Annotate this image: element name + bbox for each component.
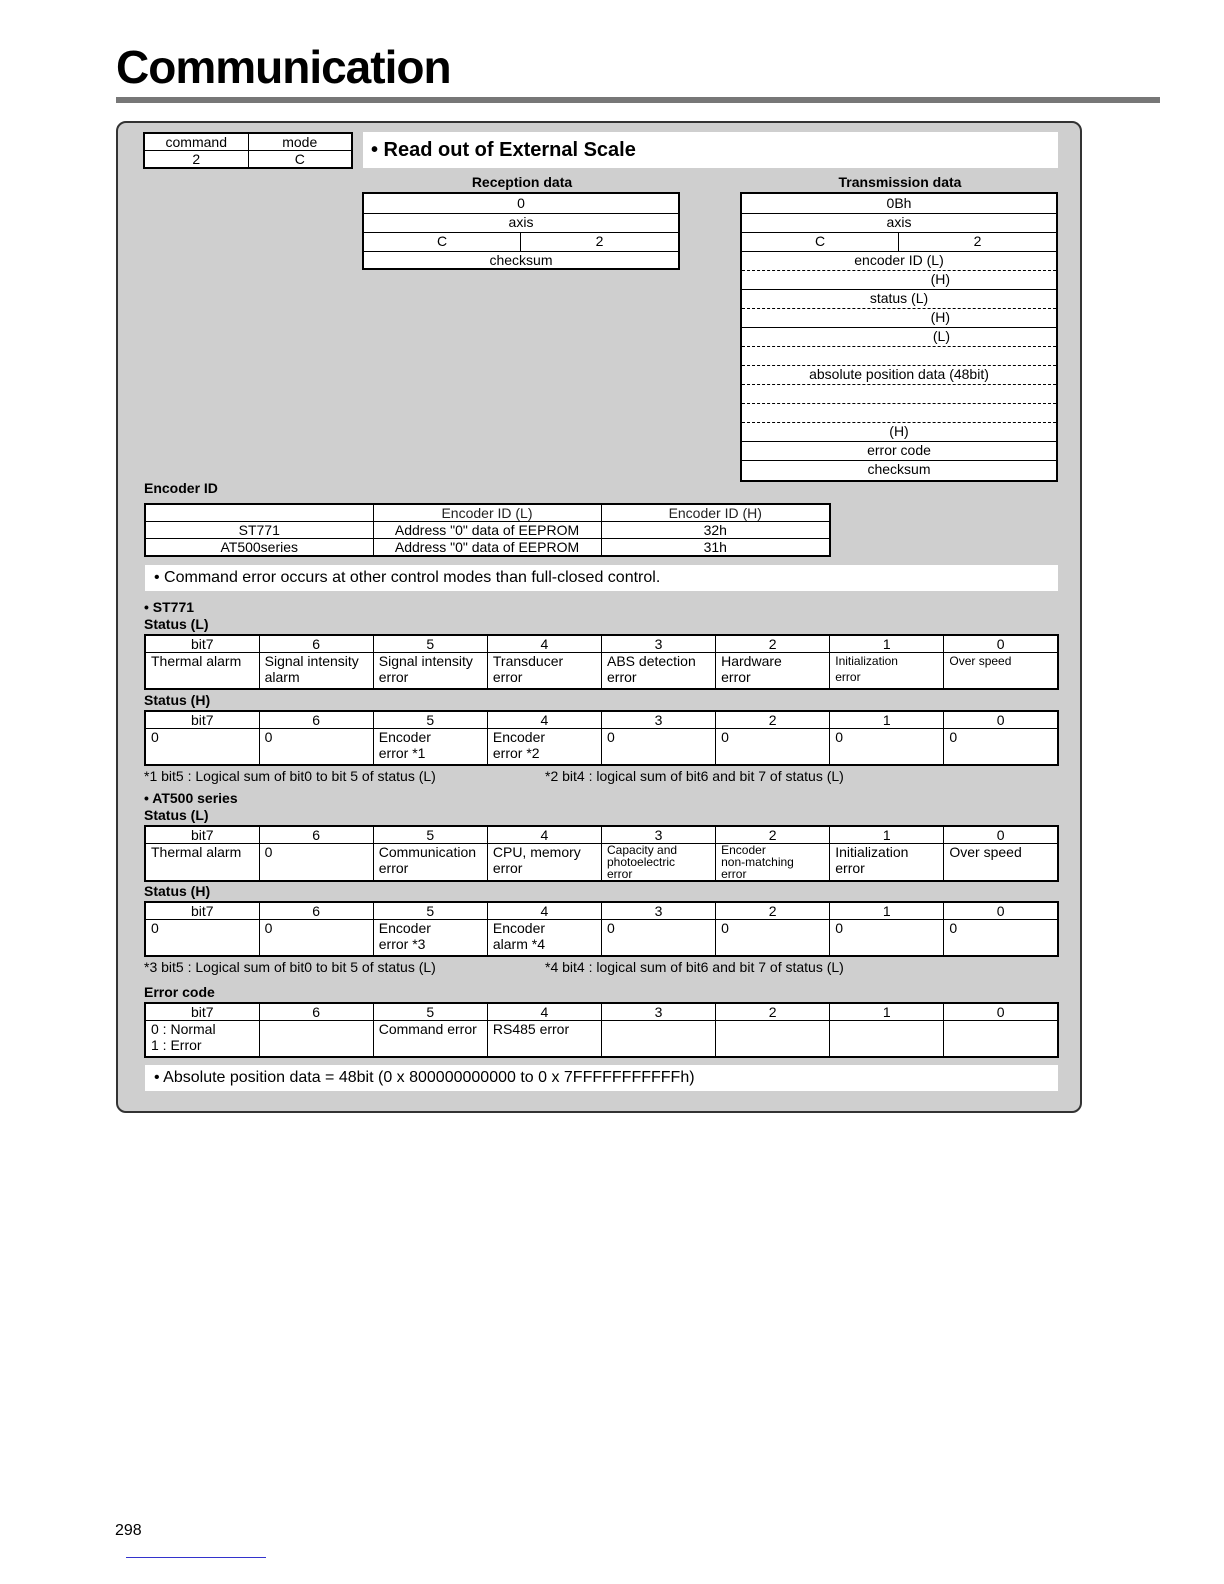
st771-status-l-table [144, 634, 1059, 690]
command-mode-table [143, 132, 353, 169]
bit-cell [487, 729, 601, 766]
encoder-cell: 31h [601, 539, 830, 557]
at500-status-l-table [144, 825, 1059, 882]
bit-cell-line: 1 : Error [151, 1037, 202, 1053]
bit-cell-line: photoelectric [607, 855, 676, 869]
at500-status-h-table [144, 901, 1059, 957]
bit-header: 2 [716, 826, 830, 844]
bit-cell [487, 653, 601, 690]
bit-header: bit7 [145, 902, 259, 920]
bit-cell [602, 729, 716, 766]
bit-cell-line: 0 [607, 729, 615, 745]
bit-cell-line: 0 [264, 920, 273, 936]
transmission-row [742, 403, 1056, 423]
bit-cell [259, 920, 373, 957]
bit-cell-line: Encoder [378, 920, 431, 936]
bit-header: 1 [830, 635, 944, 653]
page-title: Communication [116, 41, 451, 93]
footnote-4: *4 bit4 : logical sum of bit6 and bit 7 of status (L) [545, 959, 844, 975]
reception-row [364, 232, 678, 252]
bit-cell-line: 0 [264, 729, 273, 745]
bit-cell [602, 653, 716, 690]
bit-cell-line: error *2 [492, 745, 540, 761]
bit-cell [602, 844, 716, 882]
mode-value: C [248, 151, 352, 169]
reception-row: 0 [364, 194, 678, 214]
encoder-id-title: Encoder ID [144, 480, 218, 496]
note-text: • Absolute position data = 48bit (0 x 800000000000 to 0 x 7FFFFFFFFFFFh) [154, 1069, 695, 1086]
bit-cell [373, 729, 487, 766]
footnote-2: *2 bit4 : logical sum of bit6 and bit 7 of status (L) [545, 768, 844, 784]
bit-cell [602, 920, 716, 957]
bit-cell [373, 844, 487, 882]
transmission-row: (L) [742, 327, 1056, 347]
bit-cell [145, 844, 259, 882]
bit-cell-line: non-matching [721, 855, 794, 869]
bit-cell-line: error [492, 860, 523, 876]
at500-status-l-title: Status (L) [144, 807, 209, 823]
bit-cell-line: error [721, 867, 747, 881]
encoder-cell: 32h [601, 522, 830, 539]
bit-cell-line: 0 [835, 920, 844, 936]
bit-header: 4 [487, 1003, 601, 1021]
transmission-row: absolute position data (48bit) [742, 365, 1056, 385]
bit-cell-line: Encoder [721, 843, 766, 857]
transmission-row: error code [742, 441, 1056, 461]
reception-cell: C [364, 232, 521, 251]
bit-cell [716, 844, 830, 882]
bit-cell-line: error [378, 860, 409, 876]
bit-cell [716, 729, 830, 766]
bit-header: 1 [830, 902, 944, 920]
bit-header: 1 [830, 711, 944, 729]
transmission-row: 0Bh [742, 194, 1056, 214]
bit-header: bit7 [145, 1003, 259, 1021]
command-label: command [144, 133, 248, 151]
transmission-caption: Transmission data [838, 174, 962, 190]
bit-cell-line: 0 [835, 729, 844, 745]
footer-link-line [126, 1557, 266, 1558]
bit-cell-line: RS485 error [492, 1021, 570, 1037]
bit-header: 4 [487, 826, 601, 844]
title-rule [116, 97, 1160, 103]
bit-cell [830, 920, 944, 957]
note-text: • Command error occurs at other control modes than full-closed control. [154, 569, 661, 586]
bit-cell-line: CPU, memory [492, 844, 581, 860]
bit-cell [716, 653, 830, 690]
bit-cell-line: 0 [721, 920, 729, 936]
bit-header: 3 [602, 1003, 716, 1021]
bit-cell-line: alarm [264, 669, 300, 685]
bit-cell [716, 920, 830, 957]
reception-row: axis [364, 213, 678, 233]
transmission-row: (H) [742, 422, 1056, 442]
bit-header: 5 [373, 902, 487, 920]
bit-header: 0 [944, 635, 1058, 653]
bit-cell [373, 653, 487, 690]
bit-cell [259, 844, 373, 882]
reception-caption: Reception data [471, 174, 573, 190]
bit-cell [259, 1021, 373, 1058]
mode-label: mode [248, 133, 352, 151]
note-command-error [145, 565, 1058, 591]
bit-cell-line: Communication [378, 844, 477, 860]
transmission-row: encoder ID (L) [742, 251, 1056, 271]
bit-cell-line: error *1 [378, 745, 426, 761]
transmission-row: axis [742, 213, 1056, 233]
bit-cell-line: Command error [378, 1021, 477, 1037]
bit-cell [944, 920, 1058, 957]
bit-header: 6 [259, 635, 373, 653]
bit-cell-line: Capacity and [607, 843, 678, 857]
bit-header: 5 [373, 635, 487, 653]
bit-header: 4 [487, 902, 601, 920]
bit-cell-line: 0 [721, 729, 729, 745]
bit-cell-line: Encoder [378, 729, 431, 745]
bit-cell-line: Initialization [835, 654, 898, 668]
bit-cell [716, 1021, 830, 1058]
bit-cell-line: error *3 [378, 936, 426, 952]
bit-cell-line: error [721, 669, 751, 685]
transmission-row [742, 384, 1056, 404]
bit-cell-line: 0 : Normal [151, 1021, 216, 1037]
bit-header: 0 [944, 902, 1058, 920]
bit-cell-line: Over speed [949, 844, 1022, 860]
bit-header: bit7 [145, 711, 259, 729]
bit-cell [145, 729, 259, 766]
bit-cell-line: Thermal alarm [151, 653, 242, 669]
transmission-table [740, 192, 1058, 482]
bit-cell-line: 0 [151, 729, 159, 745]
bit-cell [145, 653, 259, 690]
st771-status-h-table [144, 710, 1059, 766]
bit-cell [830, 653, 944, 690]
note-absolute-position [145, 1065, 1058, 1091]
bit-header: 0 [944, 1003, 1058, 1021]
bit-header: 2 [716, 635, 830, 653]
bit-cell [830, 1021, 944, 1058]
bit-cell-line: Signal intensity [264, 653, 359, 669]
encoder-header: Encoder ID (L) [373, 504, 601, 522]
encoder-id-table [144, 503, 831, 557]
st771-status-h-title: Status (H) [144, 692, 211, 708]
bit-cell [487, 844, 601, 882]
command-value: 2 [144, 151, 248, 169]
transmission-row: checksum [867, 461, 931, 477]
section-heading-box [363, 132, 1058, 168]
bit-cell-line: ABS detection [607, 653, 696, 669]
bit-header: 6 [259, 711, 373, 729]
bit-cell-line: error [835, 860, 865, 876]
bit-header: 6 [259, 826, 373, 844]
bit-header: 0 [944, 826, 1058, 844]
bit-cell [602, 1021, 716, 1058]
error-code-title: Error code [144, 984, 215, 1000]
encoder-cell: Address "0" data of EEPROM [373, 539, 601, 557]
transmission-row: status (L) [742, 289, 1056, 309]
bit-cell [830, 729, 944, 766]
bit-header: 3 [602, 635, 716, 653]
transmission-cell: 2 [973, 233, 982, 249]
page-number: 298 [115, 1522, 142, 1539]
encoder-cell: Address "0" data of EEPROM [373, 522, 601, 539]
bit-header: bit7 [145, 635, 259, 653]
content-panel [116, 121, 1082, 1113]
transmission-cell: C [742, 232, 899, 251]
footnote-1: *1 bit5 : Logical sum of bit0 to bit 5 of status (L) [144, 768, 436, 784]
encoder-header: Encoder ID (H) [601, 504, 830, 522]
reception-row: checksum [489, 252, 553, 268]
bit-cell [145, 1021, 259, 1058]
bit-header: 5 [373, 826, 487, 844]
bit-cell-line: Transducer [492, 653, 564, 669]
bit-cell [259, 653, 373, 690]
bit-cell [373, 920, 487, 957]
bit-cell-line: alarm *4 [492, 936, 546, 952]
bit-header: 6 [259, 902, 373, 920]
bit-cell [259, 729, 373, 766]
bit-cell-line: Over speed [949, 654, 1012, 668]
at500-title: • AT500 series [144, 790, 238, 806]
bit-header: 1 [830, 1003, 944, 1021]
bit-cell-line: 0 [607, 920, 615, 936]
at500-status-h-title: Status (H) [144, 883, 211, 899]
bit-cell-line: error [492, 669, 523, 685]
error-code-table [144, 1002, 1059, 1058]
bit-header: 0 [944, 711, 1058, 729]
bit-header: 5 [373, 711, 487, 729]
bit-cell-line: Signal intensity [378, 653, 473, 669]
encoder-header [145, 504, 373, 522]
bit-cell-line: 0 [949, 920, 958, 936]
bit-cell [944, 653, 1058, 690]
bit-cell-line: error [378, 669, 409, 685]
bit-cell-line: Encoder [492, 729, 546, 745]
bit-header: 3 [602, 902, 716, 920]
transmission-row [742, 232, 1056, 252]
bit-cell-line: error [835, 670, 861, 684]
bit-cell [373, 1021, 487, 1058]
bit-cell-line: 0 [151, 920, 159, 936]
transmission-row: (H) [742, 270, 1056, 290]
bit-cell-line: 0 [264, 844, 273, 860]
bit-header: 3 [602, 826, 716, 844]
bit-header: 4 [487, 711, 601, 729]
bit-header: 2 [716, 902, 830, 920]
bit-cell [944, 1021, 1058, 1058]
encoder-cell: AT500series [145, 539, 373, 557]
bit-cell [145, 920, 259, 957]
st771-status-l-title: Status (L) [144, 616, 209, 632]
bit-cell-line: Hardware [721, 653, 782, 669]
bit-cell [487, 920, 601, 957]
bit-header: 2 [716, 1003, 830, 1021]
reception-table [362, 192, 680, 270]
bit-header: 1 [830, 826, 944, 844]
bit-cell-line: error [607, 669, 637, 685]
bit-cell [944, 729, 1058, 766]
bit-header: 4 [487, 635, 601, 653]
bit-cell [944, 844, 1058, 882]
reception-cell: 2 [595, 233, 604, 249]
bit-cell-line: error [607, 867, 633, 881]
bit-header: 5 [373, 1003, 487, 1021]
bit-header: 3 [602, 711, 716, 729]
transmission-row: (H) [742, 308, 1056, 328]
footnote-3: *3 bit5 : Logical sum of bit0 to bit 5 of status (L) [144, 959, 436, 975]
st771-title: • ST771 [144, 599, 195, 615]
section-heading: • Read out of External Scale [371, 139, 636, 161]
bit-header: 6 [259, 1003, 373, 1021]
bit-cell-line: 0 [949, 729, 958, 745]
bit-header: bit7 [145, 826, 259, 844]
bit-cell-line: Thermal alarm [151, 844, 242, 860]
bit-cell [830, 844, 944, 882]
bit-cell-line: Encoder [492, 920, 546, 936]
encoder-cell: ST771 [145, 522, 373, 539]
bit-cell [487, 1021, 601, 1058]
bit-header: 2 [716, 711, 830, 729]
bit-cell-line: Initialization [835, 844, 909, 860]
transmission-row [742, 346, 1056, 366]
